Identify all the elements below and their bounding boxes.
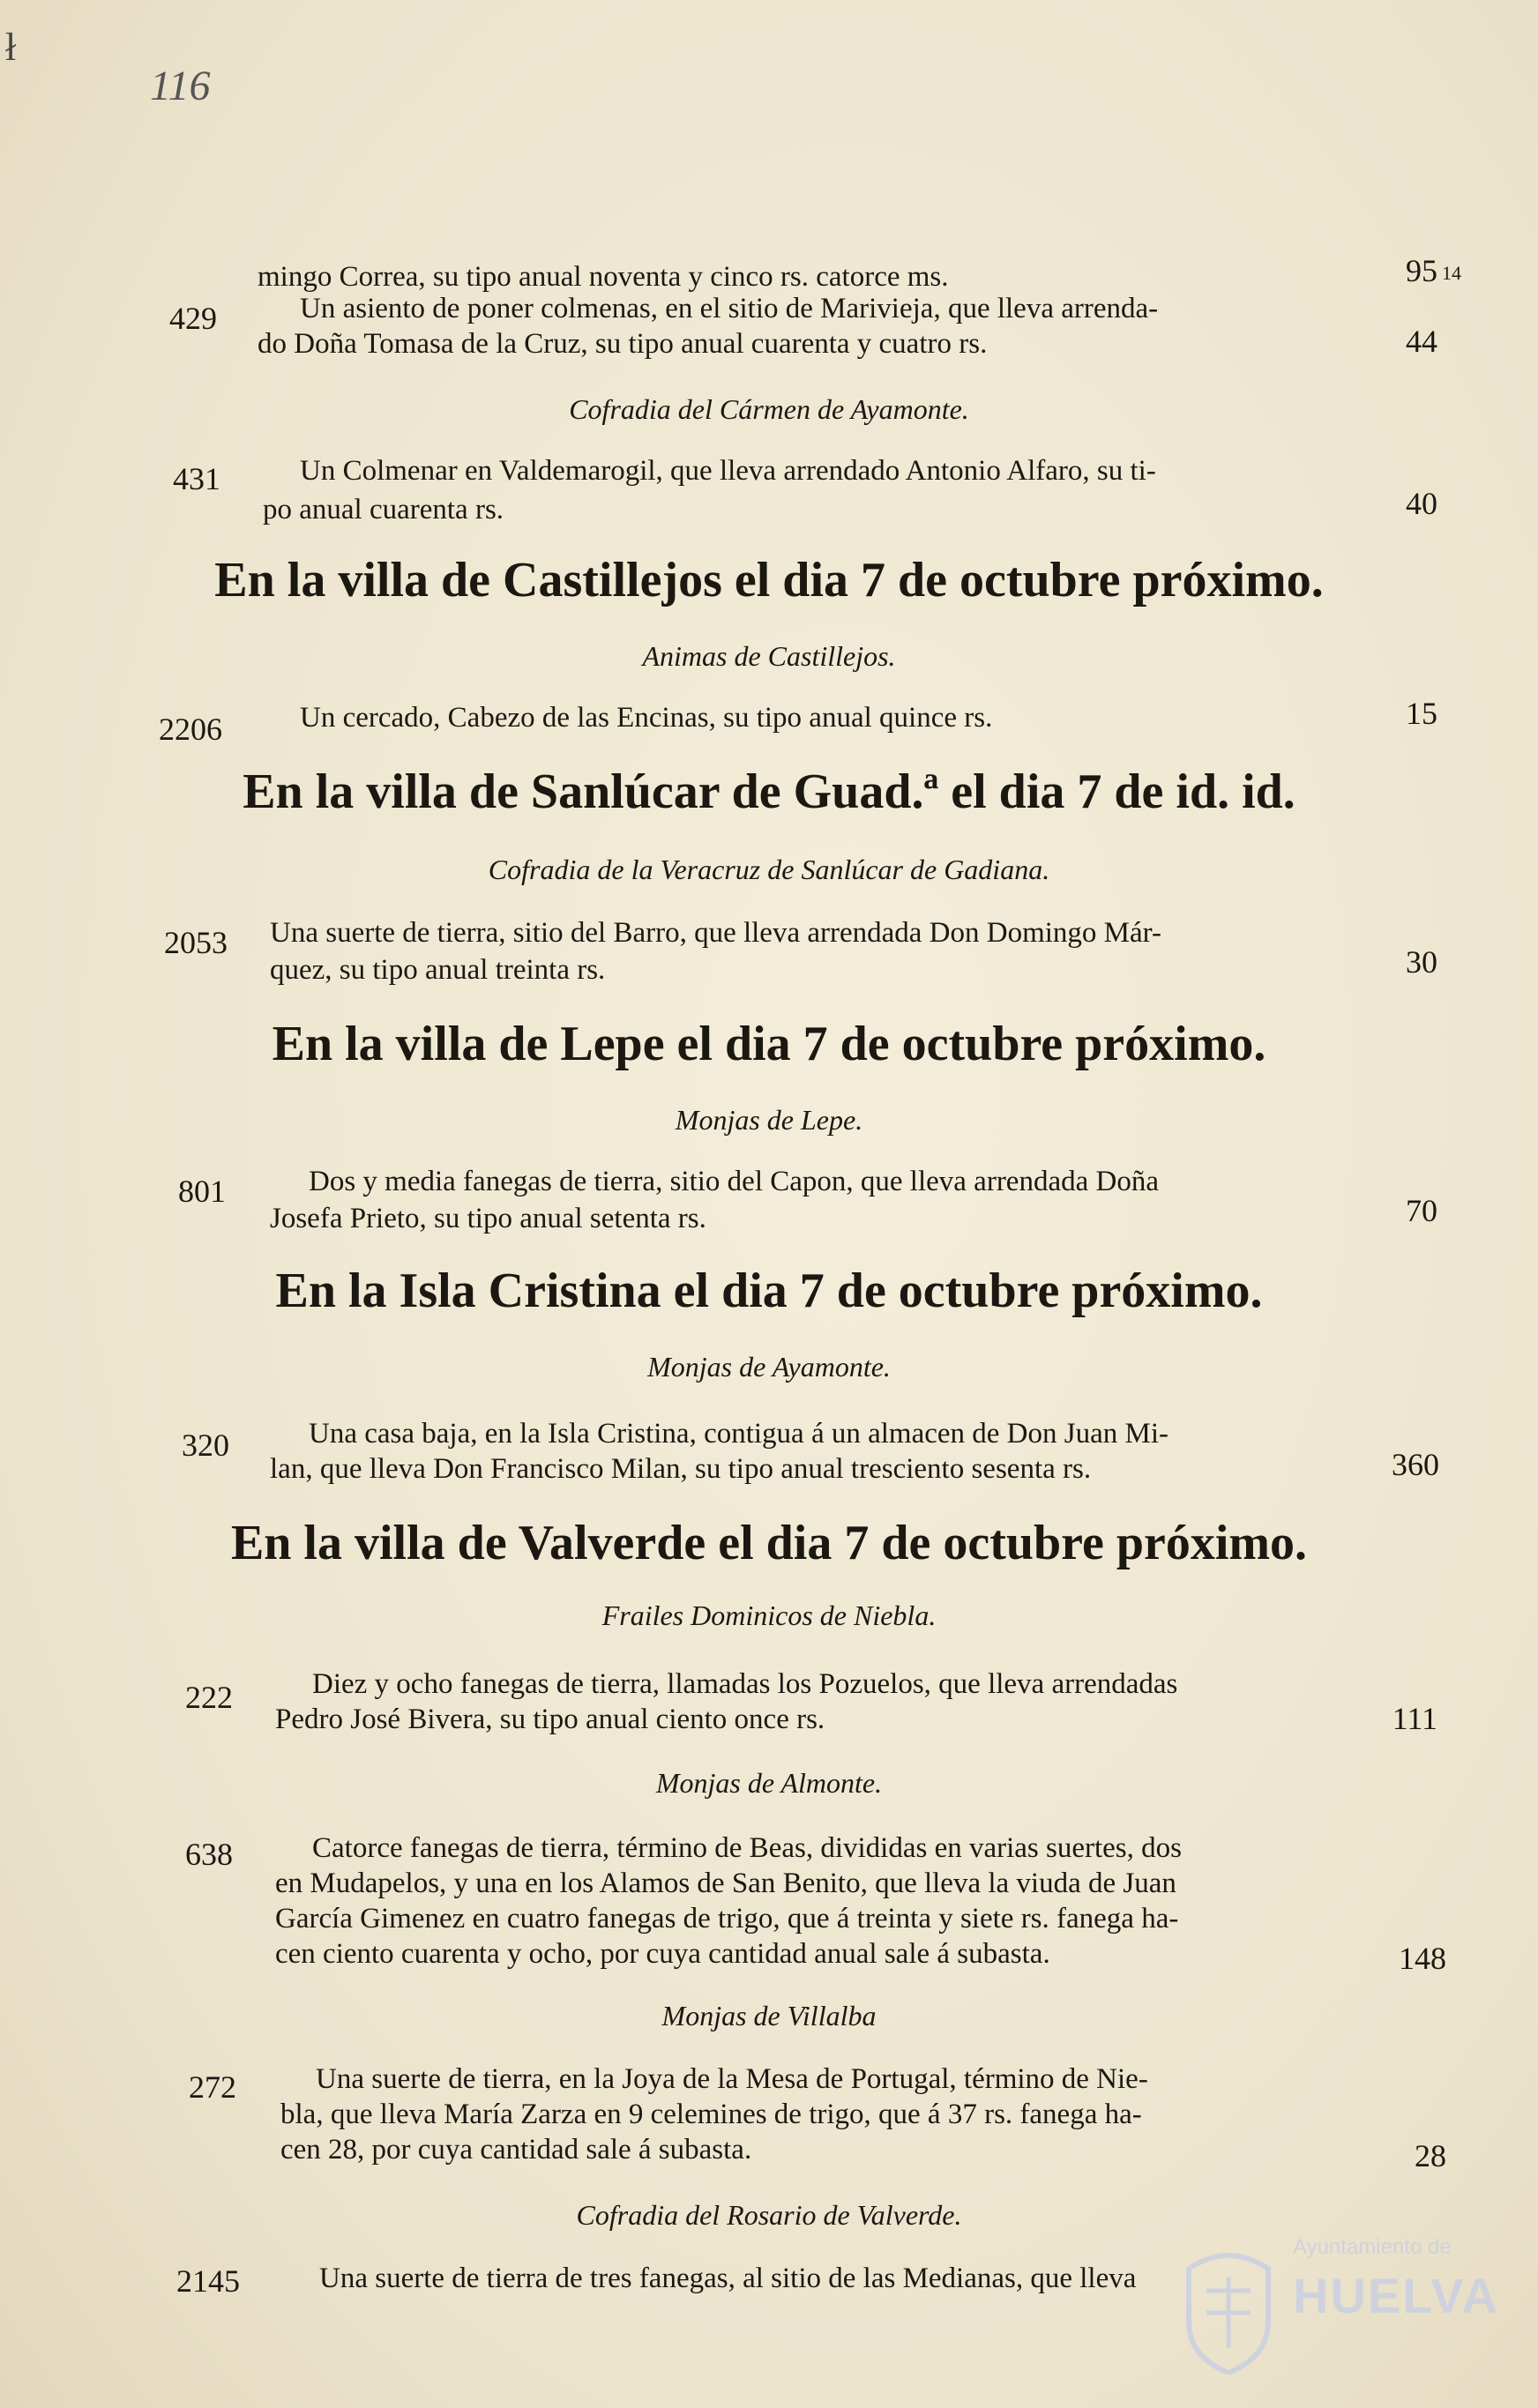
section-subheading: Cofradia de la Veracruz de Sanlúcar de Gadiana. [488, 854, 1050, 885]
entry-line: lan, que lleva Don Francisco Milan, su tipo anual tresciento sesenta rs. [270, 1453, 1092, 1485]
entry-number: 431 [173, 461, 220, 496]
entry-line: cen ciento cuarenta y ocho, por cuya cantidad anual sale á subasta. [275, 1938, 1050, 1970]
entry-value: 15 [1406, 696, 1437, 731]
entry-line: Una suerte de tierra, sitio del Barro, que lleva arrendada Don Domingo Már- [270, 917, 1161, 949]
entry-line: Josefa Prieto, su tipo anual setenta rs. [270, 1203, 706, 1234]
entry-line: do Doña Tomasa de la Cruz, su tipo anual cuarenta y cuatro rs. [258, 328, 988, 360]
entry-line: cen 28, por cuya cantidad sale á subasta. [280, 2134, 752, 2166]
entry-line: Un cercado, Cabezo de las Encinas, su tipo anual quince rs. [300, 702, 993, 734]
section-subheading: Animas de Castillejos. [642, 640, 896, 672]
section-subheading: Monjas de Ayamonte. [647, 1351, 891, 1383]
coat-of-arms-icon [1180, 2242, 1277, 2374]
entry-value: 95 [1406, 253, 1437, 288]
pencil-page-number: 116 [150, 63, 211, 109]
entry-value: 44 [1406, 324, 1437, 359]
section-subheading: Frailes Dominicos de Niebla. [601, 1599, 937, 1631]
entry-number: 801 [178, 1174, 226, 1209]
entry-line: Diez y ocho fanegas de tierra, llamadas los Pozuelos, que lleva arrendadas [312, 1668, 1178, 1700]
entry-line: García Gimenez en cuatro fanegas de trigo, que á treinta y siete rs. fanega ha- [275, 1903, 1179, 1935]
section-subheading: Cofradia del Rosario de Valverde. [576, 2199, 962, 2231]
archive-watermark [1180, 2235, 1499, 2385]
entry-line: Catorce fanegas de tierra, término de Beas, divididas en varias suertes, dos [312, 1832, 1182, 1864]
entry-number: 2145 [176, 2263, 240, 2299]
entry-line: en Mudapelos, y una en los Alamos de San Benito, que lleva la viuda de Juan [275, 1868, 1176, 1899]
entry-line: po anual cuarenta rs. [263, 494, 504, 526]
entry-value-fraction: 14 [1442, 262, 1461, 284]
entry-line: bla, que lleva María Zarza en 9 celemines de trigo, que á 37 rs. fanega ha- [280, 2099, 1142, 2130]
section-subheading: Monjas de Almonte. [655, 1767, 883, 1799]
section-subheading: Cofradia del Cármen de Ayamonte. [569, 393, 969, 425]
entry-line: Un Colmenar en Valdemarogil, que lleva arrendado Antonio Alfaro, su ti- [300, 455, 1156, 487]
entry-line: mingo Correa, su tipo anual noventa y cinco rs. catorce ms. [258, 261, 949, 293]
entry-line: Una suerte de tierra de tres fanegas, al sitio de las Medianas, que lleva [319, 2263, 1137, 2294]
entry-number: 320 [182, 1428, 229, 1463]
entry-line: Una suerte de tierra, en la Joya de la Mesa de Portugal, término de Nie- [316, 2063, 1148, 2095]
entry-number: 2206 [159, 712, 222, 747]
entry-line: Pedro José Bivera, su tipo anual ciento once rs. [275, 1703, 825, 1735]
section-subheading: Monjas de Lepe. [675, 1104, 863, 1136]
entry-number: 2053 [164, 925, 228, 960]
watermark-small-text: Ayuntamiento de [1293, 2235, 1452, 2259]
entry-value: 111 [1392, 1701, 1437, 1736]
entry-value: 70 [1406, 1193, 1437, 1228]
entry-number: 272 [189, 2069, 236, 2105]
entry-line: quez, su tipo anual treinta rs. [270, 954, 606, 986]
entry-line: Una casa baja, en la Isla Cristina, contigua á un almacen de Don Juan Mi- [309, 1418, 1168, 1450]
entry-value: 30 [1406, 944, 1437, 980]
corner-mark: ł [5, 26, 17, 69]
entry-value: 40 [1406, 486, 1437, 521]
entry-number: 638 [185, 1837, 233, 1872]
entry-value: 28 [1415, 2138, 1446, 2173]
town-heading: En la villa de Sanlúcar de Guad.ª el dia 7 de id. id. [243, 764, 1295, 819]
town-heading: En la villa de Castillejos el dia 7 de octubre próximo. [214, 553, 1324, 608]
entry-value: 148 [1399, 1941, 1446, 1976]
town-heading: En la Isla Cristina el dia 7 de octubre próximo. [275, 1264, 1263, 1318]
entry-line: Dos y media fanegas de tierra, sitio del Capon, que lleva arrendada Doña [309, 1166, 1159, 1197]
entry-number: 429 [169, 301, 217, 336]
entry-line: Un asiento de poner colmenas, en el sitio de Marivieja, que lleva arrenda- [300, 293, 1159, 324]
town-heading: En la villa de Valverde el dia 7 de octubre próximo. [230, 1516, 1308, 1570]
watermark-big-text: HUELVA [1293, 2268, 1499, 2323]
section-subheading: Monjas de Villalba [661, 2000, 877, 2032]
entry-value: 360 [1392, 1447, 1439, 1482]
entry-number: 222 [185, 1680, 233, 1715]
town-heading: En la villa de Lepe el dia 7 de octubre próximo. [272, 1017, 1266, 1071]
